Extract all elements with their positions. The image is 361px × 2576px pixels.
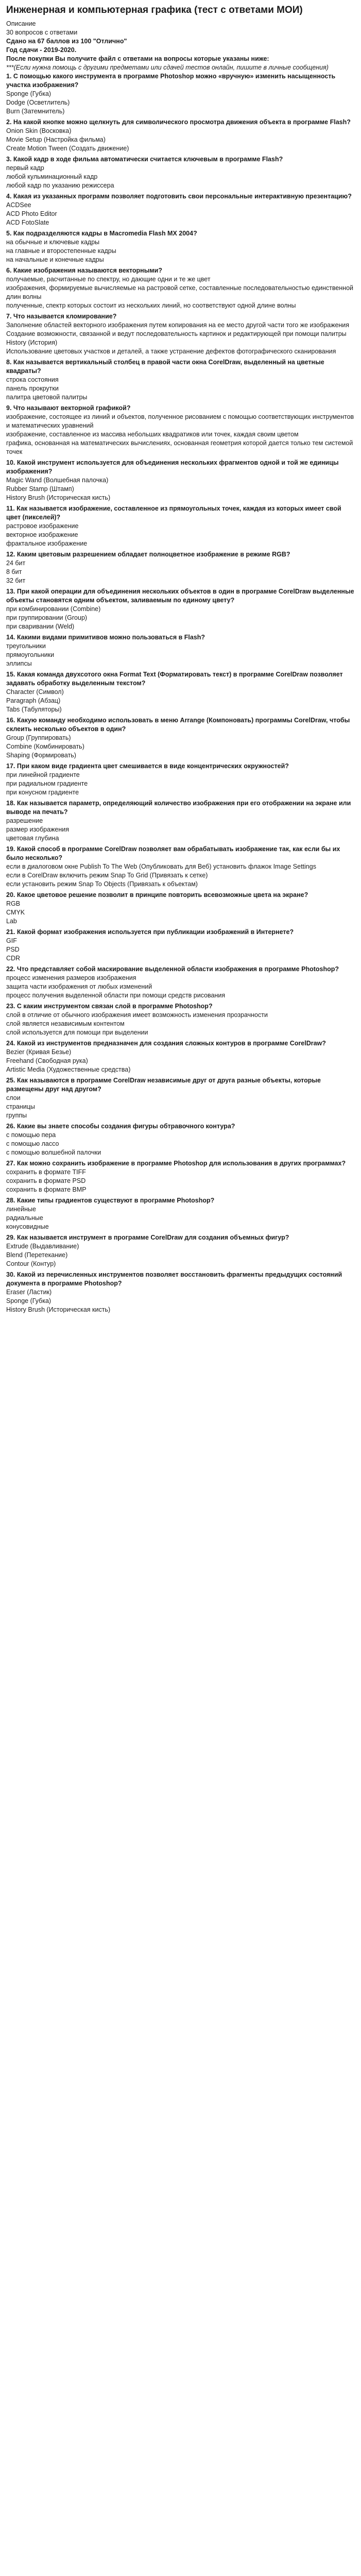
question-block xyxy=(6,1270,355,1314)
answer-list xyxy=(6,476,355,502)
question-title: 8. Как называется вертикальный столбец в правой части окна CorelDraw, выделенный на цветные квадраты? xyxy=(6,359,324,375)
question-block xyxy=(6,504,355,548)
answer-option: Eraser (Ластик) xyxy=(6,1289,52,1296)
question-block xyxy=(6,192,355,227)
answer-option: Movie Setup (Настройка фильма) xyxy=(6,136,106,143)
answer-option: RGB xyxy=(6,900,21,907)
question-title: 18. Как называется параметр, определяющий количество изображения при его отображении на экране или выводе на печать? xyxy=(6,800,351,816)
answer-option: защита части изображения от любых изменений xyxy=(6,983,152,990)
answer-option: Create Motion Tween (Создать движение) xyxy=(6,145,129,152)
question-block xyxy=(6,633,355,668)
answer-option: эллипсы xyxy=(6,660,32,667)
answer-option: на главные и второстепенные кадры xyxy=(6,247,116,255)
question-block xyxy=(6,312,355,356)
page-title: Инженерная и компьютерная графика (тест с ответами МОИ) xyxy=(6,5,303,15)
question-block xyxy=(6,358,355,402)
answer-option: векторное изображение xyxy=(6,531,78,538)
question-title: 9. Что называют векторной графикой? xyxy=(6,404,131,412)
answer-option: Burn (Затемнитель) xyxy=(6,108,65,115)
document-meta xyxy=(6,20,355,72)
answer-option: при радиальном градиенте xyxy=(6,780,88,787)
answer-list xyxy=(6,1168,355,1194)
question-title: 22. Что представляет собой маскирование выделенной области изображения в программе Photoshop? xyxy=(6,965,339,973)
question-block xyxy=(6,1002,355,1037)
answer-option: полученные, спектр которых состоит из нескольких линий, но соответствуют одной длине волны xyxy=(6,302,296,309)
answer-option: Character (Символ) xyxy=(6,688,64,696)
answer-option: на начальные и конечные кадры xyxy=(6,256,104,263)
meta-years: Год сдачи - 2019-2020. xyxy=(6,46,77,54)
answer-option: графика, основанная на математических вычислениях, основанная геометрия которой дается только тем системой точек xyxy=(6,439,353,455)
question-block xyxy=(6,155,355,190)
question-title: 3. Какой кадр в ходе фильма автоматически считается ключевым в программе Flash? xyxy=(6,156,283,163)
answer-list xyxy=(6,900,355,926)
answer-option: Magic Wand (Волшебная палочка) xyxy=(6,477,109,484)
answer-option: History Brush (Историческая кисть) xyxy=(6,494,111,501)
answer-option: изображение, составленное из массива небольших квадратиков или точек, каждая своим цветом xyxy=(6,431,299,438)
answer-list xyxy=(6,90,355,116)
question-title: 11. Как называется изображение, составленное из прямоугольных точек, каждая из которых имеет свой цвет (пикселей)? xyxy=(6,505,341,521)
question-title: 2. На какой кнопке можно щелкнуть для символического просмотра движения объекта в программе Flash? xyxy=(6,118,351,126)
question-block xyxy=(6,1076,355,1120)
answer-list xyxy=(6,1131,355,1157)
questions-list xyxy=(6,72,355,1314)
answer-option: Artistic Media (Художественные средства) xyxy=(6,1066,131,1073)
meta-instructions: После покупки Вы получите файл с ответами на вопросы которые указаны ниже: xyxy=(6,55,269,62)
question-title: 15. Какая команда двухсотого окна Format Text (Форматировать текст) в программе CorelDraw позволяет задавать обработку выделенным текстом? xyxy=(6,671,343,687)
question-title: 5. Как подразделяются кадры в Macromedia Flash MX 2004? xyxy=(6,230,197,237)
answer-option: страницы xyxy=(6,1103,35,1110)
question-title: 6. Какие изображения называются векторными? xyxy=(6,267,162,274)
answer-list xyxy=(6,413,355,456)
answer-option: линейные xyxy=(6,1206,36,1213)
answer-option: слой используется для помощи при выделении xyxy=(6,1029,148,1036)
answer-option: любой кадр по указанию режиссера xyxy=(6,182,114,189)
answer-option: Combine (Комбинировать) xyxy=(6,743,84,750)
answer-option: при группировании (Group) xyxy=(6,614,88,621)
answer-list xyxy=(6,734,355,760)
question-block xyxy=(6,404,355,456)
answer-option: Использование цветовых участков и деталей, а также устранение дефектов фотографического сканирования xyxy=(6,348,336,355)
answer-option: Extrude (Выдавливание) xyxy=(6,1243,79,1250)
answer-list xyxy=(6,164,355,190)
question-block xyxy=(6,459,355,502)
answer-option: CMYK xyxy=(6,909,25,916)
answer-option: получаемые, расчитанные по спектру, но дающие одни и те же цвет xyxy=(6,276,211,283)
answer-option: слои xyxy=(6,1094,21,1101)
question-title: 24. Какой из инструментов предназначен для создания сложных контуров в программе CorelDraw? xyxy=(6,1040,326,1047)
question-block xyxy=(6,1039,355,1074)
answer-list xyxy=(6,688,355,714)
question-block xyxy=(6,1159,355,1194)
answer-option: ACDSee xyxy=(6,201,31,209)
answer-option: Group (Группировать) xyxy=(6,734,71,741)
question-block xyxy=(6,716,355,760)
answer-option: размер изображения xyxy=(6,826,70,833)
answer-list xyxy=(6,817,355,843)
answer-option: с помощью лассо xyxy=(6,1140,59,1147)
question-title: 1. С помощью какого инструмента в программе Photoshop можно «вручную» изменить насыщенность участка изображения? xyxy=(6,73,336,89)
answer-list xyxy=(6,974,355,1000)
question-title: 13. При какой операции для объединения нескольких объектов в один в программе CorelDraw выделенные объекты становятся одним объектом, заливаемым по единому цвету? xyxy=(6,588,354,604)
answer-list xyxy=(6,201,355,227)
question-block xyxy=(6,845,355,889)
question-title: 12. Каким цветовым разрешением обладает полноцветное изображение в режиме RGB? xyxy=(6,551,290,558)
answer-list xyxy=(6,771,355,797)
answer-option: треугольники xyxy=(6,642,46,650)
answer-option: History Brush (Историческая кисть) xyxy=(6,1306,111,1313)
answer-option: фрактальное изображение xyxy=(6,540,88,547)
answer-option: Dodge (Осветлитель) xyxy=(6,99,70,106)
answer-option: цветовая глубина xyxy=(6,835,59,842)
answer-option: 32 бит xyxy=(6,577,26,584)
question-title: 26. Какие вы знаете способы создания фигуры обтравочного контура? xyxy=(6,1123,235,1130)
answer-list xyxy=(6,238,355,264)
question-block xyxy=(6,72,355,116)
answer-option: растровое изображение xyxy=(6,522,79,530)
answer-option: строка состояния xyxy=(6,376,59,383)
question-title: 10. Какой инструмент используется для объединения нескольких фрагментов одной и той же единицы изображения? xyxy=(6,459,339,475)
question-title: 27. Как можно сохранить изображение в программе Photoshop для использования в других программах? xyxy=(6,1160,346,1167)
answer-list xyxy=(6,559,355,585)
answer-option: если в диалоговом окне Publish To The Web (Опубликовать для Веб) установить флажок Image Settings xyxy=(6,863,316,870)
question-block xyxy=(6,928,355,963)
answer-option: изображения, формируемые вычисляемые на растровой сетке, составленные последовательностью единственной длин волны xyxy=(6,284,354,300)
answer-option: разрешение xyxy=(6,817,43,824)
answer-option: Shaping (Формировать) xyxy=(6,752,76,759)
answer-option: конусовидные xyxy=(6,1223,49,1230)
question-title: 21. Какой формат изображения используется при публикации изображений в Интернете? xyxy=(6,928,294,936)
question-block xyxy=(6,762,355,797)
answer-option: если установить режим Snap To Objects (Привязать к объектам) xyxy=(6,880,198,888)
answer-list xyxy=(6,1011,355,1037)
question-title: 16. Какую команду необходимо использовать в меню Arrange (Компоновать) программы CorelDraw, чтобы склеить несколько объектов в один? xyxy=(6,717,350,733)
question-title: 30. Какой из перечисленных инструментов позволяет восстановить фрагменты предыдущих состояний документа в программе Photoshop? xyxy=(6,1271,342,1287)
question-block xyxy=(6,1196,355,1231)
answer-option: Tabs (Табуляторы) xyxy=(6,706,62,713)
answer-option: сохранить в формате PSD xyxy=(6,1177,86,1184)
answer-option: слой является независимым контентом xyxy=(6,1020,125,1027)
question-title: 20. Какое цветовое решение позволит в принципе повторить всевозможные цвета на экране? xyxy=(6,891,308,899)
answer-option: при линейной градиенте xyxy=(6,771,80,778)
question-title: 28. Какие типы градиентов существуют в программе Photoshop? xyxy=(6,1197,215,1204)
answer-option: Lab xyxy=(6,918,17,925)
answer-option: при сваривании (Weld) xyxy=(6,623,75,630)
answer-option: процесс получения выделенной области при помощи средств рисования xyxy=(6,992,226,999)
answer-option: при комбинировании (Combine) xyxy=(6,605,101,613)
answer-list xyxy=(6,522,355,548)
answer-option: панель прокрутки xyxy=(6,385,59,392)
question-block xyxy=(6,1122,355,1157)
question-title: 17. При каком виде градиента цвет смешивается в виде концентрических окружностей? xyxy=(6,762,289,770)
answer-list xyxy=(6,376,355,402)
answer-option: на обычные и ключевые кадры xyxy=(6,239,100,246)
answer-option: с помощью волшебной палочки xyxy=(6,1149,101,1156)
answer-option: CDR xyxy=(6,955,21,962)
meta-pass-rule: Сдано на 67 баллов из 100 "Отлично" xyxy=(6,38,127,45)
answer-option: PSD xyxy=(6,946,20,953)
answer-list xyxy=(6,642,355,668)
answer-option: GIF xyxy=(6,937,17,944)
answer-option: при конусном градиенте xyxy=(6,789,79,796)
question-block xyxy=(6,266,355,310)
question-block xyxy=(6,1233,355,1268)
question-block xyxy=(6,965,355,1000)
answer-option: палитра цветовой палитры xyxy=(6,394,88,401)
answer-list xyxy=(6,1094,355,1120)
answer-option: радиальные xyxy=(6,1214,43,1222)
answer-option: ACD Photo Editor xyxy=(6,210,57,217)
meta-count: 30 вопросов с ответами xyxy=(6,29,78,36)
meta-note: ***(Если нужна помощь с другими предметами или сдачей тестов онлайн, пишите в личные сообщения) xyxy=(6,64,329,71)
answer-option: 24 бит xyxy=(6,560,26,567)
answer-list xyxy=(6,862,355,889)
question-title: 7. Что называется кломирование? xyxy=(6,313,117,320)
answer-list xyxy=(6,937,355,963)
answer-option: Sponge (Губка) xyxy=(6,1297,51,1304)
question-title: 29. Как называется инструмент в программе CorelDraw для создания объемных фигур? xyxy=(6,1234,289,1241)
answer-option: если в CorelDraw включить режим Snap To Grid (Привязать к сетке) xyxy=(6,872,208,879)
answer-option: 8 бит xyxy=(6,568,22,575)
question-title: 23. С каким инструментом связан слой в программе Photoshop? xyxy=(6,1003,213,1010)
answer-option: сохранить в формате BMP xyxy=(6,1186,87,1193)
answer-option: Заполнение областей векторного изображения путем копирования на ее место другой части того же изображения xyxy=(6,321,350,329)
question-title: 4. Какая из указанных программ позволяет подготовить свои персональные интерактивную презентацию? xyxy=(6,193,352,200)
answer-option: Onion Skin (Восковка) xyxy=(6,127,72,134)
meta-type: Описание xyxy=(6,20,36,27)
answer-option: слой в отличие от обычного изображения имеет возможность изменения прозрачности xyxy=(6,1011,268,1019)
question-title: 14. Какими видами примитивов можно пользоваться в Flash? xyxy=(6,634,205,641)
question-block xyxy=(6,670,355,714)
question-block xyxy=(6,550,355,585)
answer-option: Создание возможности, связанной и ведут последовательность картинок и редактирующей при помощи палитры History (История) xyxy=(6,330,347,346)
question-block xyxy=(6,118,355,153)
answer-list xyxy=(6,1205,355,1231)
answer-option: сохранить в формате TIFF xyxy=(6,1168,86,1176)
answer-option: первый кадр xyxy=(6,164,44,172)
answer-list xyxy=(6,1048,355,1074)
answer-option: Rubber Stamp (Штамп) xyxy=(6,485,74,493)
answer-option: Freehand (Свободная рука) xyxy=(6,1057,88,1064)
question-block xyxy=(6,891,355,926)
answer-option: процесс изменения размеров изображения xyxy=(6,974,136,981)
answer-list xyxy=(6,275,355,310)
answer-option: любой кульминационный кадр xyxy=(6,173,98,180)
answer-option: группы xyxy=(6,1112,27,1119)
question-title: 25. Как называются в программе CorelDraw независимые друг от друга разные объекты, которые размещены друг над другом? xyxy=(6,1077,321,1093)
answer-option: Paragraph (Абзац) xyxy=(6,697,61,704)
answer-list xyxy=(6,321,355,356)
answer-list xyxy=(6,1288,355,1314)
answer-option: Contour (Контур) xyxy=(6,1260,56,1267)
answer-option: с помощью пера xyxy=(6,1131,56,1139)
answer-option: изображение, состоящее из линий и объектов, полученное рисованием с помощью соответствующих инструментов и математических уравнений xyxy=(6,413,354,429)
answer-list xyxy=(6,1242,355,1268)
answer-option: Bezier (Кривая Безье) xyxy=(6,1048,72,1056)
answer-option: Sponge (Губка) xyxy=(6,90,51,97)
question-block xyxy=(6,799,355,843)
answer-option: Blend (Перетекание) xyxy=(6,1251,68,1259)
answer-option: прямоугольники xyxy=(6,651,55,658)
question-title: 19. Какой способ в программе CorelDraw позволяет вам обрабатывать изображение так, как если бы их было несколько? xyxy=(6,845,340,861)
question-block xyxy=(6,587,355,631)
answer-option: ACD FotoSlate xyxy=(6,219,49,226)
answer-list xyxy=(6,605,355,631)
question-block xyxy=(6,229,355,264)
answer-list xyxy=(6,127,355,153)
